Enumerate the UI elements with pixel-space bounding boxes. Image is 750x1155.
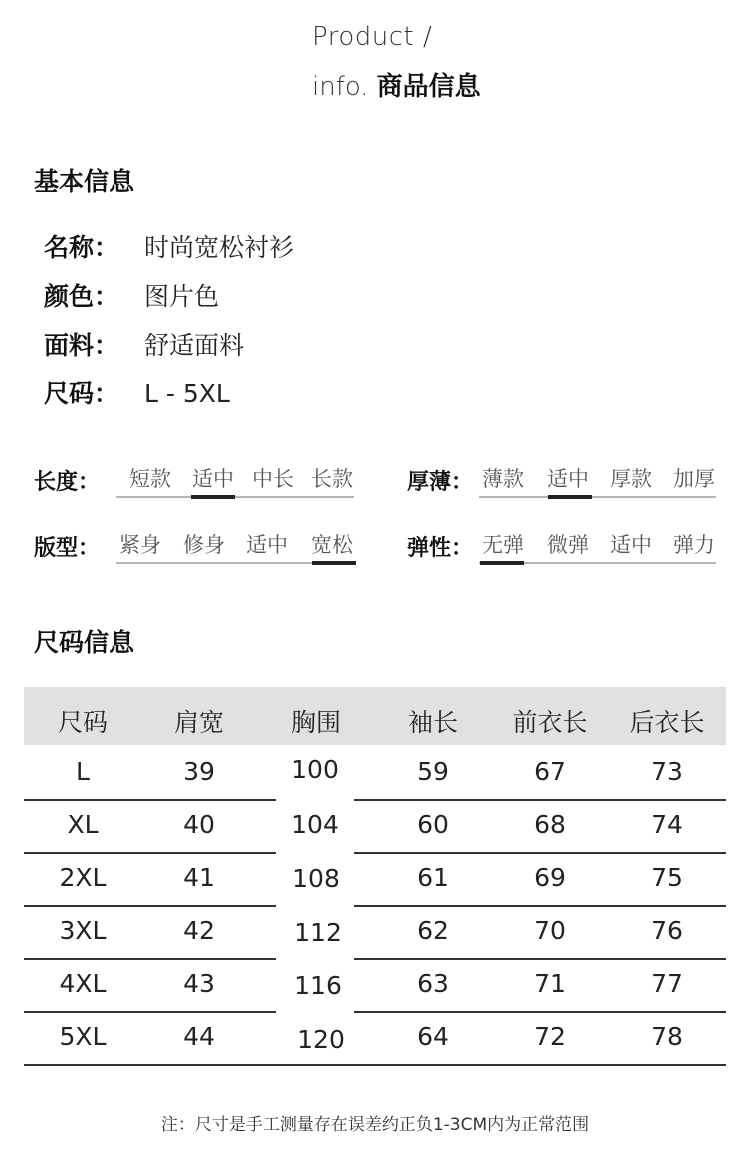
cell-sleeve: 63	[417, 969, 449, 998]
cell-sleeve: 59	[417, 757, 449, 786]
fit-option: 宽松	[311, 533, 353, 557]
header-title-en-suffix: info.	[312, 72, 369, 102]
cell-size: 2XL	[59, 863, 107, 892]
cell-shoulder: 39	[183, 757, 215, 786]
cell-size: 5XL	[59, 1022, 107, 1051]
column-header: 尺码	[57, 708, 109, 737]
basic-info-title: 基本信息	[34, 167, 135, 196]
cell-shoulder: 40	[183, 810, 215, 839]
header-title	[312, 66, 481, 103]
cell-front-length: 68	[534, 810, 566, 839]
cell-shoulder: 43	[183, 969, 215, 998]
row-divider	[354, 799, 726, 801]
length-option: 中长	[252, 467, 294, 491]
cell-back-length: 75	[651, 863, 683, 892]
info-value: 图片色	[144, 282, 220, 311]
length-option: 长款	[311, 467, 353, 491]
elasticity-option: 适中	[610, 533, 652, 557]
measurement-note: 注：尺寸是手工测量存在误差约正负1-3CM内为正常范围	[160, 1115, 590, 1135]
info-value: 舒适面料	[144, 331, 245, 360]
cell-back-length: 73	[651, 757, 683, 786]
column-header: 前衣长	[512, 708, 588, 737]
cell-front-length: 69	[534, 863, 566, 892]
column-header: 袖长	[407, 708, 459, 737]
length-label: 长度：	[34, 470, 101, 495]
fit-selected-marker	[312, 561, 356, 565]
size-table-header	[24, 687, 726, 745]
cell-sleeve: 61	[417, 863, 449, 892]
cell-size: L	[76, 757, 90, 786]
size-info-title: 尺码信息	[34, 628, 135, 657]
thickness-option: 加厚	[673, 467, 715, 491]
thickness-option: 薄款	[482, 467, 524, 491]
elasticity-scale	[479, 529, 716, 569]
info-value: L - 5XL	[144, 379, 230, 408]
column-header: 胸围	[290, 708, 342, 737]
fit-scale	[116, 529, 356, 569]
elasticity-option: 无弹	[482, 533, 524, 557]
thickness-selected-marker	[548, 495, 592, 499]
cell-shoulder: 41	[183, 863, 215, 892]
cell-shoulder: 44	[183, 1022, 215, 1051]
cell-back-length: 74	[651, 810, 683, 839]
cell-back-length: 78	[651, 1022, 683, 1051]
info-label: 颜色：	[44, 282, 120, 311]
cell-bust: 116	[294, 971, 342, 1000]
cell-front-length: 70	[534, 916, 566, 945]
info-row-size	[44, 374, 230, 410]
length-option: 适中	[192, 467, 234, 491]
fit-option: 适中	[246, 533, 288, 557]
info-label: 尺码：	[44, 379, 120, 408]
cell-bust: 108	[292, 864, 340, 893]
info-label: 面料：	[44, 331, 120, 360]
row-divider	[24, 958, 276, 960]
length-option: 短款	[129, 467, 171, 491]
row-divider	[24, 852, 276, 854]
length-scale	[116, 463, 354, 503]
header-title-en: Product /	[312, 22, 433, 52]
thickness-option: 适中	[547, 467, 589, 491]
info-value: 时尚宽松衬衫	[144, 233, 295, 262]
info-row-color	[44, 277, 219, 313]
cell-size: XL	[67, 810, 99, 839]
row-divider	[354, 852, 726, 854]
cell-bust: 112	[294, 918, 342, 947]
column-header: 后衣长	[629, 708, 705, 737]
row-divider	[24, 1011, 276, 1013]
table-bottom-border	[24, 1064, 726, 1066]
info-label: 名称：	[44, 233, 120, 262]
row-divider	[354, 1011, 726, 1013]
cell-back-length: 77	[651, 969, 683, 998]
info-row-fabric	[44, 326, 244, 362]
row-divider	[24, 905, 276, 907]
fit-option: 修身	[183, 533, 225, 557]
info-row-name	[44, 228, 294, 264]
length-scale-line	[116, 496, 354, 498]
column-header: 肩宽	[173, 708, 225, 737]
elasticity-label: 弹性：	[407, 536, 474, 561]
elasticity-option: 微弹	[547, 533, 589, 557]
fit-label: 版型：	[34, 536, 101, 561]
header-title-cn: 商品信息	[376, 72, 481, 102]
elasticity-option: 弹力	[673, 533, 715, 557]
cell-sleeve: 64	[417, 1022, 449, 1051]
cell-front-length: 67	[534, 757, 566, 786]
length-selected-marker	[191, 495, 235, 499]
cell-back-length: 76	[651, 916, 683, 945]
thickness-scale-line	[479, 496, 716, 498]
thickness-option: 厚款	[610, 467, 652, 491]
thickness-label: 厚薄：	[407, 470, 474, 495]
fit-option: 紧身	[119, 533, 161, 557]
elasticity-selected-marker	[480, 561, 524, 565]
row-divider	[354, 958, 726, 960]
row-divider	[354, 905, 726, 907]
cell-shoulder: 42	[183, 916, 215, 945]
cell-size: 3XL	[59, 916, 107, 945]
cell-bust: 100	[291, 755, 339, 784]
cell-sleeve: 60	[417, 810, 449, 839]
cell-front-length: 71	[534, 969, 566, 998]
cell-front-length: 72	[534, 1022, 566, 1051]
cell-bust: 120	[297, 1025, 345, 1054]
cell-size: 4XL	[59, 969, 107, 998]
thickness-scale	[479, 463, 716, 503]
cell-sleeve: 62	[417, 916, 449, 945]
row-divider	[24, 799, 276, 801]
cell-bust: 104	[291, 810, 339, 839]
